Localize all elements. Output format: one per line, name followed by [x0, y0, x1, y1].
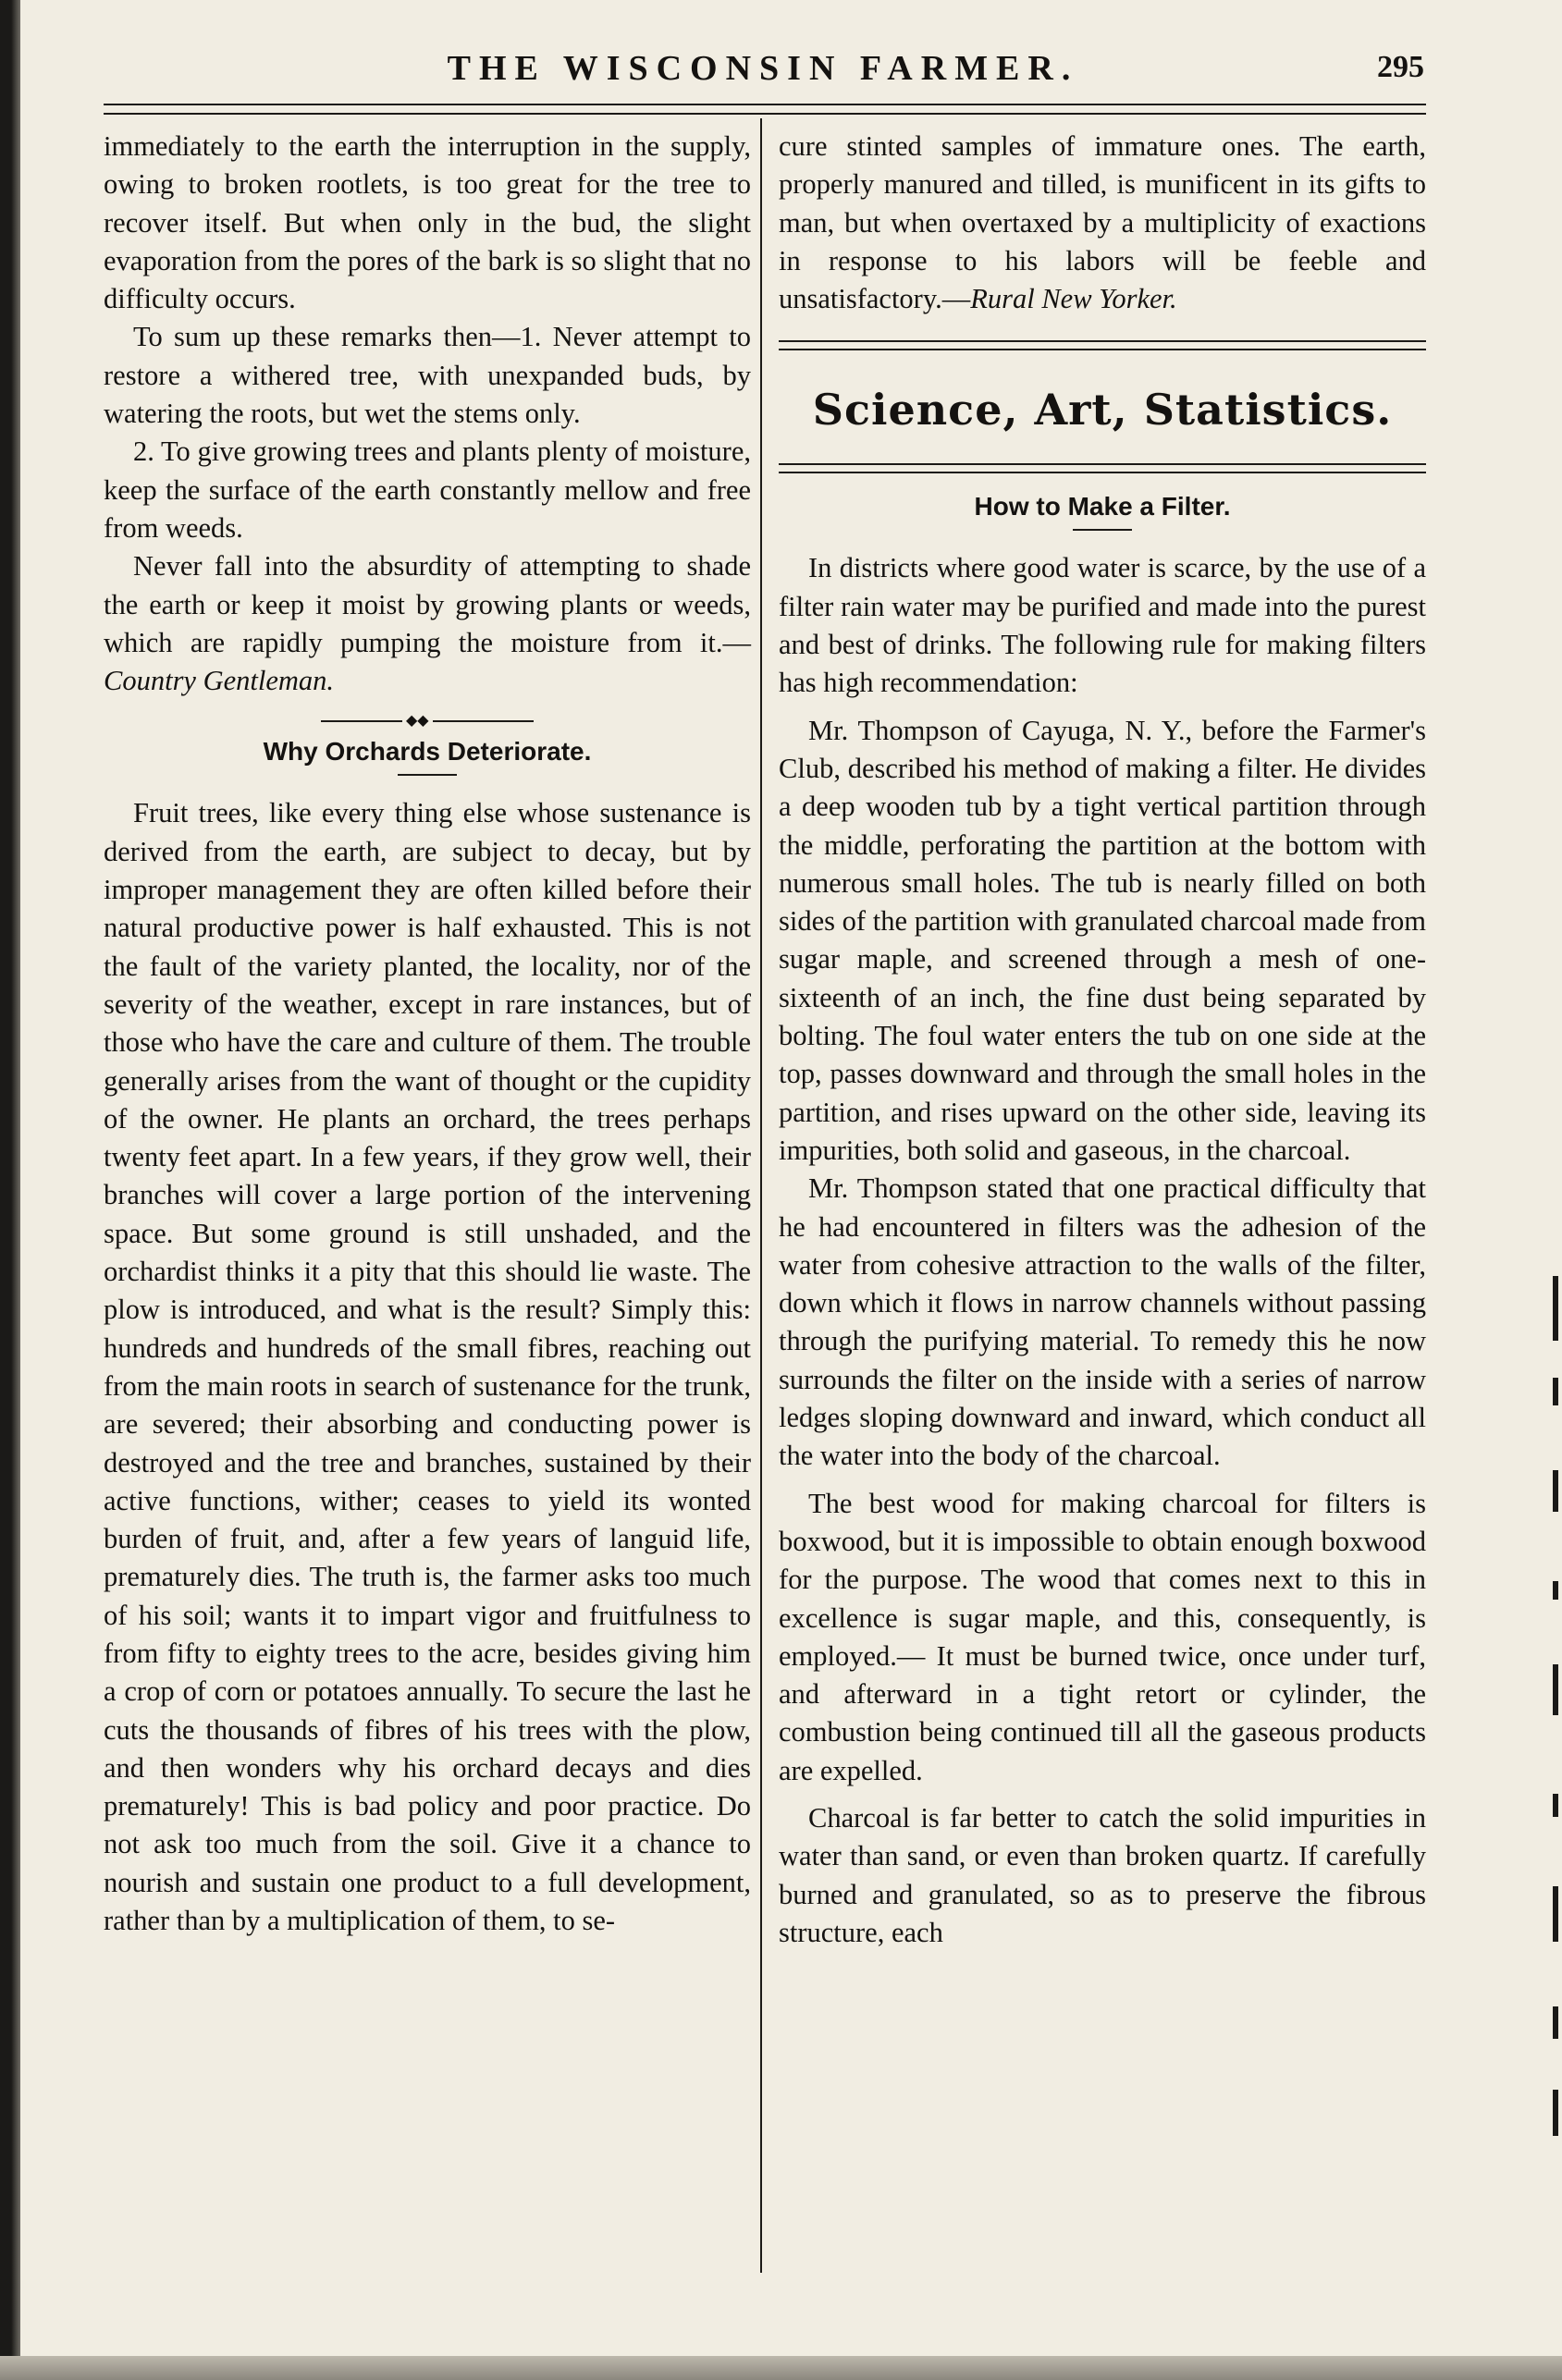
continuation-paragraph [779, 128, 1426, 318]
article-heading: How to Make a Filter. [974, 492, 1231, 521]
scan-mark [1553, 1794, 1558, 1817]
source-citation: Country Gentleman. [104, 665, 335, 697]
section-title: Science, Art, Statistics. [812, 385, 1393, 436]
scan-mark [1553, 1378, 1558, 1405]
right-column [779, 128, 1426, 1952]
article-separator [321, 713, 534, 730]
section-rule-bottom [779, 463, 1426, 473]
never-fall-text: Never fall into the absurdity of attempting to shade the earth or keep it moist by growing plants or weeds, which are rapidly pumping the moisture from it.— [104, 550, 751, 658]
source-citation: Rural New Yorker. [970, 283, 1177, 315]
intro-paragraph: immediately to the earth the interruption in the supply, owing to broken rootlets, is too great for the tree to recover itself. But when only in the bud, the slight evaporation from the pores of the bark is so slight that no difficulty occurs. [104, 130, 751, 315]
page-number: 295 [1377, 50, 1424, 84]
filter-paragraph-3: Mr. Thompson stated that one practical difficulty that he had encountered in filters was the adhesion of the water from cohesive attraction to the walls of the filter, down which it flows in narrow channels without passing through the purifying material. To remedy this he now surrounds the filter on the inside with a series of narrow ledges sloping downward and inward, which conduct all the water into the body of the charcoal. [779, 1172, 1426, 1472]
summary-paragraph: To sum up these remarks then—1. Never attempt to restore a withered tree, with unexpanded buds, by watering the roots, but wet the stems only. [104, 321, 751, 430]
never-fall-paragraph [104, 547, 751, 700]
scan-mark [1553, 1664, 1558, 1715]
column-divider [760, 118, 762, 2273]
article-paragraph: Fruit trees, like every thing else whose sustenance is derived from the earth, are subject to decay, but by improper management they are often killed before their natural productive power is half exhausted. This is not the fault of the variety planted, the locality, nor of the severity of the weather, except in rare instances, but of those who have the care and culture of them. The trouble generally arises from the want of thought or the cupidity of the owner. He plants an orchard, the trees perhaps twenty feet apart. In a few years, if they grow well, their branches will cover a large portion of the intervening space. But some ground is still unshaded, and the orchardist thinks it a pity that this should lie waste. The plow is introduced, and what is the result? Simply this: hundreds and hundreds of the small fibres, reaching out from the main roots in search of sustenance for the trunk, are severed; their absorbing and conducting power is destroyed and the tree and branches, sustained by their active functions, wither; ceases to yield its wonted burden of fruit, and, after a few years of languid life, prematurely dies. The truth is, the farmer asks too much of his soil; wants it to impart vigor and fruitfulness to from fifty to eighty trees to the acre, besides giving him a crop of corn or potatoes annually. To secure the last he cuts the thousands of fibres of his trees with the plow, and then wonders why his orchard decays and dies prematurely! This is bad policy and poor practice. Do not ask too much from the soil. Give it a chance to nourish and sustain one product to a full development, rather than by a multiplication of them, to se- [104, 797, 751, 1937]
scan-edge-shadow [0, 2356, 1562, 2380]
scan-mark [1553, 1581, 1558, 1600]
heading-rule [1073, 529, 1132, 531]
filter-paragraph-5: Charcoal is far better to catch the solid impurities in water than sand, or even than broken quartz. If carefully burned and granulated, so as to preserve the fibrous structure, each [779, 1801, 1426, 1948]
scan-mark [1553, 1276, 1558, 1341]
header-rule [104, 104, 1426, 115]
scan-mark [1553, 2006, 1558, 2039]
separator-ornament-icon: ◆◆ [402, 712, 433, 730]
filter-paragraph-4: The best wood for making charcoal for filters is boxwood, but it is impossible to obtain enough boxwood for the purpose. The wood that comes next to this in excellence is sugar maple, and this, consequently, is employed.— It must be burned twice, once under turf, and afterward in a tight retort or cylinder, the combustion being continued till all the gaseous products are expelled. [779, 1487, 1426, 1786]
scan-mark [1553, 2090, 1558, 2136]
scan-edge-marks [1542, 1276, 1562, 2201]
heading-rule [398, 774, 457, 776]
filter-paragraph-1: In districts where good water is scarce, by the use of a filter rain water may be purified and made into the purest and best of drinks. The following rule for making filters has high recommendation: [779, 552, 1426, 699]
section-rule-top [779, 340, 1426, 350]
scan-edge-shadow [0, 0, 20, 2380]
point-two-paragraph: 2. To give growing trees and plants plenty of moisture, keep the surface of the earth constantly mellow and free from weeds. [104, 436, 751, 544]
page-header [102, 48, 1424, 94]
filter-paragraph-2: Mr. Thompson of Cayuga, N. Y., before the Farmer's Club, described his method of making a filter. He divides a deep wooden tub by a tight vertical partition through the middle, perforating the partition at the bottom with numerous small holes. The tub is nearly filled on both sides of the partition with granulated charcoal made from sugar maple, and screened through a mesh of one-sixteenth of an inch, the fine dust being separated by bolting. The foul water enters the tub on one side at the top, passes downward and through the small holes in the partition, and rises upward on the other side, leaving its impurities, both solid and gaseous, in the charcoal. [779, 714, 1426, 1166]
left-column [104, 128, 751, 1940]
scan-mark [1553, 1886, 1558, 1942]
scan-mark [1553, 1470, 1558, 1512]
publication-title: THE WISCONSIN FARMER. [447, 49, 1079, 88]
article-heading: Why Orchards Deteriorate. [263, 737, 592, 767]
continuation-text: cure stinted samples of immature ones. The earth, properly manured and tilled, is munificent in its gifts to man, but when overtaxed by a multiplicity of exactions in response to his labors will be feeble and unsatisfactory.— [779, 130, 1426, 315]
